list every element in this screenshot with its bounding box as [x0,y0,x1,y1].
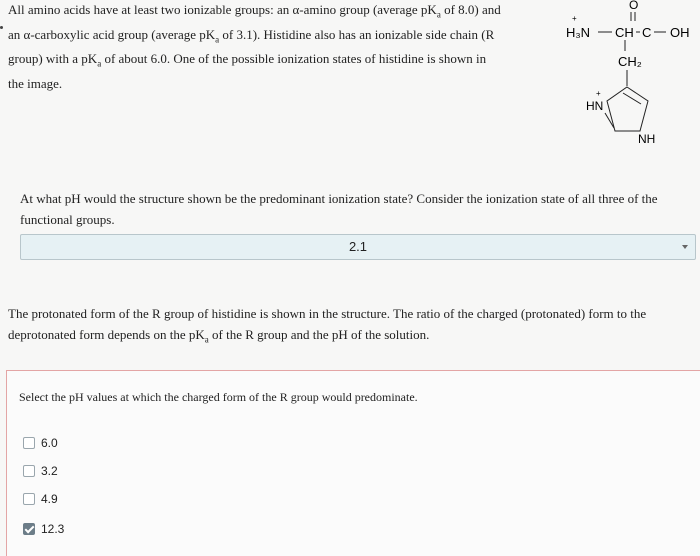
question-text: At what pH would the structure shown be the predominant ionization state? Consider the ionization state of all three of the functional groups. [20,191,658,227]
imidazole-ring [607,87,648,131]
multi-select-card [6,370,700,556]
amine-group: H₃N [566,25,591,40]
checkbox-icon[interactable] [23,465,35,477]
ring-hn: HN [586,99,604,113]
chevron-down-icon[interactable] [682,245,688,249]
ring-nh: NH [638,132,656,146]
option-label: 12.3 [41,522,65,536]
card-prompt: Select the pH values at which the charged form of the R group would predominate. [19,390,418,404]
option-4-9[interactable] [23,491,58,507]
option-label: 6.0 [41,436,58,450]
option-label: 3.2 [41,464,58,478]
margin-marker [0,26,3,29]
intro-paragraph: All amino acids have at least two ionizable groups: an α-amino group (average $pK_a$ of 8.0) and an α-carboxylic acid group (average $pK_a$ of 3.1). Histidine also has an ionizable side chain (R group) with a $pK_a$ of about 6.0. One of the possible ionization states of histidine is shown in the image. [8,2,501,91]
checkbox-icon[interactable] [23,437,35,449]
option-12-3[interactable] [23,521,64,537]
checkbox-icon[interactable] [23,493,35,505]
hydroxyl-group: OH [670,25,690,40]
amine-charge: + [572,14,577,23]
carbonyl-oxygen: O [629,0,639,12]
alpha-carbon: CH [615,25,634,40]
histidine-structure [560,0,700,160]
ring-charge: + [596,89,601,98]
option-label: 4.9 [41,492,58,506]
checkbox-checked-icon[interactable] [23,523,35,535]
option-6-0[interactable] [23,435,58,451]
beta-carbon: CH₂ [618,54,642,69]
ph-answer-dropdown[interactable] [20,234,696,260]
carboxyl-carbon: C [642,25,652,40]
explanation-paragraph: The protonated form of the R group of histidine is shown in the structure. The ratio of the charged (protonated) form to the deprotonated form depends on the $pK_a$ of the R group and the pH of the solution. [8,306,647,345]
option-3-2[interactable] [23,463,58,479]
selected-value: 2.1 [348,239,368,254]
